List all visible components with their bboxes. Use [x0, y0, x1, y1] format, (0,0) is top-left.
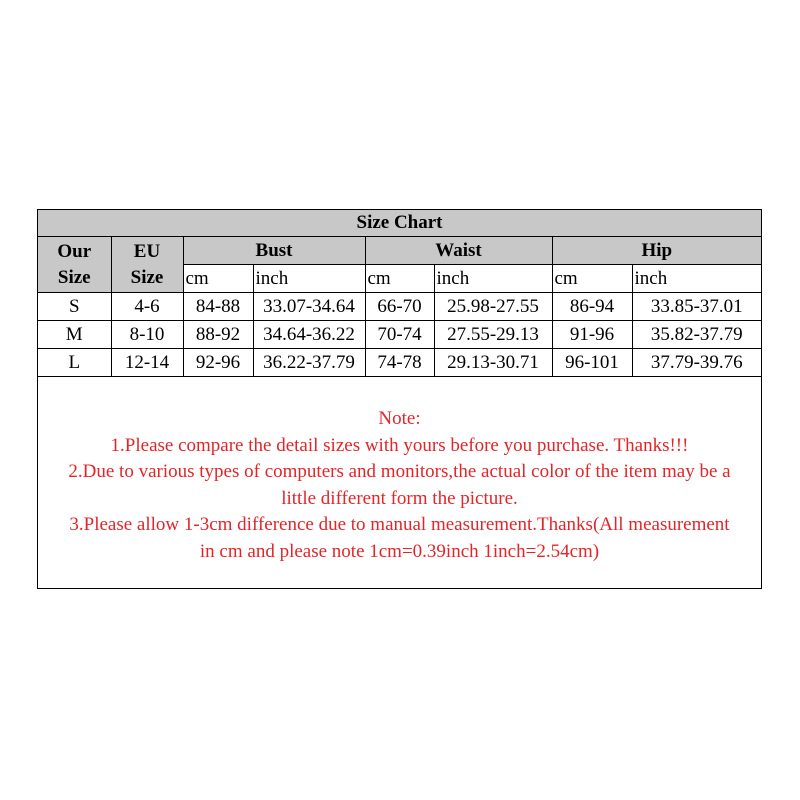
table-row: [38, 293, 761, 321]
cell-hip-inch: 33.85-37.01: [632, 293, 761, 321]
unit-bust-cm: cm: [183, 265, 253, 293]
cell-waist-inch: 29.13-30.71: [434, 349, 552, 377]
note-heading: Note:: [378, 408, 421, 429]
header-eu-label: EU: [133, 240, 161, 262]
unit-waist-inch: inch: [434, 265, 552, 293]
cell-eu-size: 8-10: [111, 321, 183, 349]
note-line-2: 2.Due to various types of computers and monitors,the actual color of the item may be a: [68, 461, 731, 482]
cell-bust-inch: 34.64-36.22: [253, 321, 365, 349]
cell-waist-inch: 25.98-27.55: [434, 293, 552, 321]
unit-bust-inch: inch: [253, 265, 365, 293]
note-line-1: 1.Please compare the detail sizes with yours before you purchase. Thanks!!!: [110, 434, 689, 456]
cell-hip-cm: 96-101: [552, 349, 632, 377]
cell-our-size: L: [38, 349, 111, 377]
note-line-4: 3.Please allow 1-3cm difference due to manual measurement.Thanks(All measurement: [69, 514, 730, 535]
cell-hip-cm: 91-96: [552, 321, 632, 349]
header-our-label: Our: [57, 240, 92, 262]
header-our-size-label: Size: [57, 266, 91, 288]
cell-waist-cm: 74-78: [365, 349, 434, 377]
cell-waist-inch: 27.55-29.13: [434, 321, 552, 349]
header-row-1: [38, 237, 761, 265]
cell-waist-cm: 66-70: [365, 293, 434, 321]
cell-bust-cm: 92-96: [183, 349, 253, 377]
unit-waist-cm: cm: [365, 265, 434, 293]
note-line-5: in cm and please note 1cm=0.39inch 1inch=2.54cm): [199, 540, 600, 562]
header-eu-size: [111, 237, 183, 293]
cell-eu-size: 4-6: [111, 293, 183, 321]
unit-hip-inch: inch: [632, 265, 761, 293]
note-line-3: little different form the picture.: [281, 487, 518, 509]
cell-bust-inch: 33.07-34.64: [253, 293, 365, 321]
cell-bust-cm: 88-92: [183, 321, 253, 349]
header-hip: Hip: [552, 237, 761, 265]
size-chart: [37, 209, 762, 589]
cell-hip-cm: 86-94: [552, 293, 632, 321]
cell-hip-inch: 37.79-39.76: [632, 349, 761, 377]
table-row: [38, 321, 761, 349]
unit-hip-cm: cm: [552, 265, 632, 293]
chart-title: Size Chart: [38, 210, 761, 237]
size-table: [38, 210, 761, 377]
header-our-size: [38, 237, 111, 293]
cell-our-size: S: [38, 293, 111, 321]
cell-eu-size: 12-14: [111, 349, 183, 377]
table-row: [38, 349, 761, 377]
title-row: [38, 210, 761, 237]
header-eu-size-label: Size: [130, 266, 164, 288]
cell-bust-cm: 84-88: [183, 293, 253, 321]
cell-waist-cm: 70-74: [365, 321, 434, 349]
cell-our-size: M: [38, 321, 111, 349]
note-block: [38, 406, 761, 565]
header-waist: Waist: [365, 237, 552, 265]
header-bust: Bust: [183, 237, 365, 265]
cell-bust-inch: 36.22-37.79: [253, 349, 365, 377]
cell-hip-inch: 35.82-37.79: [632, 321, 761, 349]
